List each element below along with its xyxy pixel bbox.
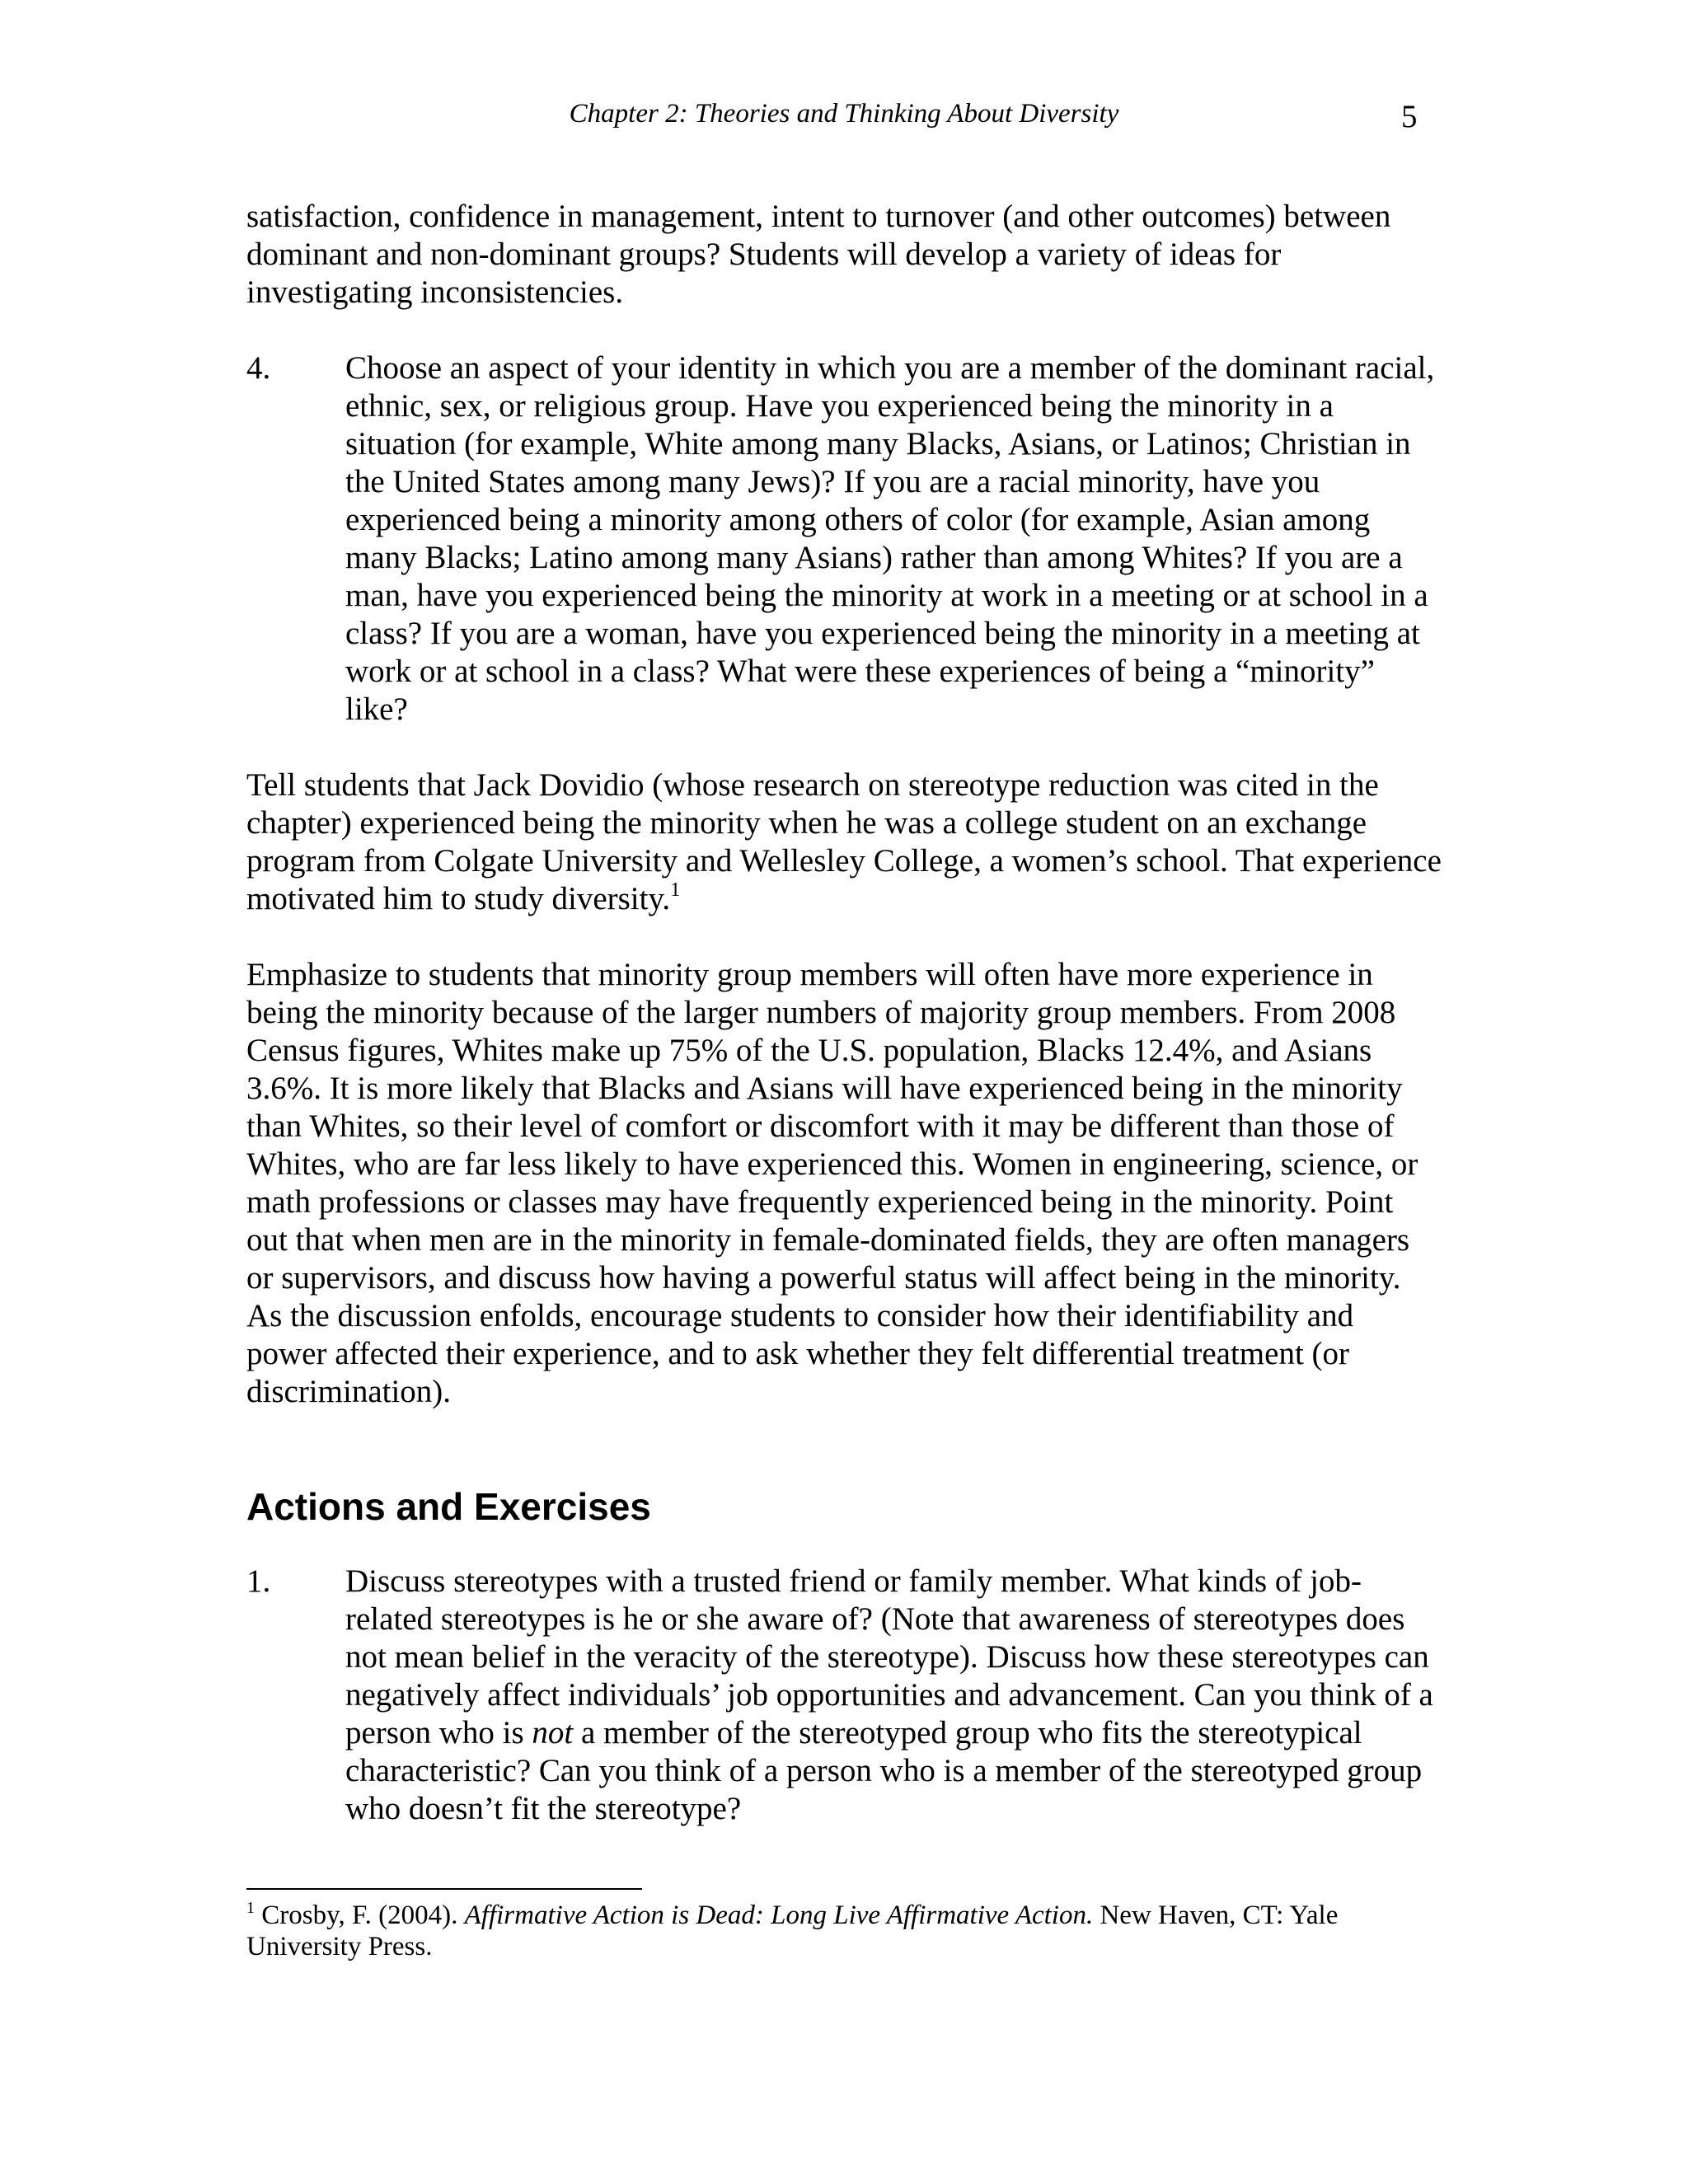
footnote-author: Crosby, F. (2004). <box>255 1900 465 1930</box>
item-number: 4. <box>246 350 271 386</box>
page-number: 5 <box>1401 99 1418 134</box>
item-text-part: Discuss stereotypes with a trusted friend or family member. What kinds of job-related stereotypes is he or she aware of? (Note that awareness of stereotypes does not mean belief in the veracity of the stereotype). Discuss how these stereotypes can negatively affect individuals’ job opportunities and advancement. Can you think of a person who is <box>345 1563 1433 1750</box>
numbered-item-4 <box>246 349 1442 729</box>
item-text-emphasis: not <box>532 1715 574 1750</box>
running-header: Chapter 2: Theories and Thinking About Diversity <box>569 99 1119 129</box>
paragraph-emphasize: Emphasize to students that minority group members will often have more experience in being the minority because of the larger numbers of majority group members. From 2008 Census figures, Whites make up 75% of the U.S. population, Blacks 12.4%, and Asians 3.6%. It is more likely that Blacks and Asians will have experienced being in the minority than Whites, so their level of comfort or discomfort with it may be different than those of Whites, who are far less likely to have experienced this. Women in engineering, science, or math professions or classes may have frequently experienced being in the minority. Point out that when men are in the minority in female-dominated fields, they are often managers or supervisors, and discuss how having a powerful status will affect being in the minority. As the discussion enfolds, encourage students to consider how their identifiability and power affected their experience, and to ask whether they felt differential treatment (or discrimination). <box>246 957 1418 1409</box>
numbered-item-1 <box>246 1563 1442 1828</box>
item-number: 1. <box>246 1563 271 1599</box>
paragraph-dovidio <box>246 766 1442 918</box>
footnote-reference[interactable]: 1 <box>670 879 681 901</box>
footnote-divider <box>246 1888 642 1890</box>
footnote <box>246 1900 1442 1962</box>
item-text-part: a member of the stereotyped group who fits the stereotypical characteristic? Can you think of a person who is a member of the stereotyped group who doesn’t fit the stereotype? <box>345 1715 1423 1826</box>
paragraph-text: Tell students that Jack Dovidio (whose research on stereotype reduction was cited in the chapter) experienced being the minority when he was a college student on an exchange program from Colgate University and Wellesley College, a women’s school. That experience motivated him to study diversity. <box>246 767 1442 916</box>
item-text <box>345 1563 1442 1828</box>
footnote-title: Affirmative Action is Dead: Long Live Affirmative Action. <box>464 1900 1094 1930</box>
paragraph-continuation: satisfaction, confidence in management, intent to turnover (and other outcomes) between dominant and non-dominant groups? Students will develop a variety of ideas for investigating inconsistencies. <box>246 199 1391 310</box>
item-text: Choose an aspect of your identity in which you are a member of the dominant racial, ethnic, sex, or religious group. Have you experienced being the minority in a situation (for example, White among many Blacks, Asians, or Latinos; Christian in the United States among many Jews)? If you are a racial minority, have you experienced being a minority among others of color (for example, Asian among many Blacks; Latino among many Asians) rather than among Whites? If you are a man, have you experienced being the minority at work in a meeting or at school in a class? If you are a woman, have you experienced being the minority in a meeting at work or at school in a class? What were these experiences of being a “minority” like? <box>345 350 1435 727</box>
section-heading: Actions and Exercises <box>246 1485 651 1528</box>
footnote-marker: 1 <box>246 1899 255 1917</box>
body-content <box>246 198 1442 1828</box>
footnote-publisher: New Haven, CT: Yale University Press. <box>246 1900 1339 1961</box>
